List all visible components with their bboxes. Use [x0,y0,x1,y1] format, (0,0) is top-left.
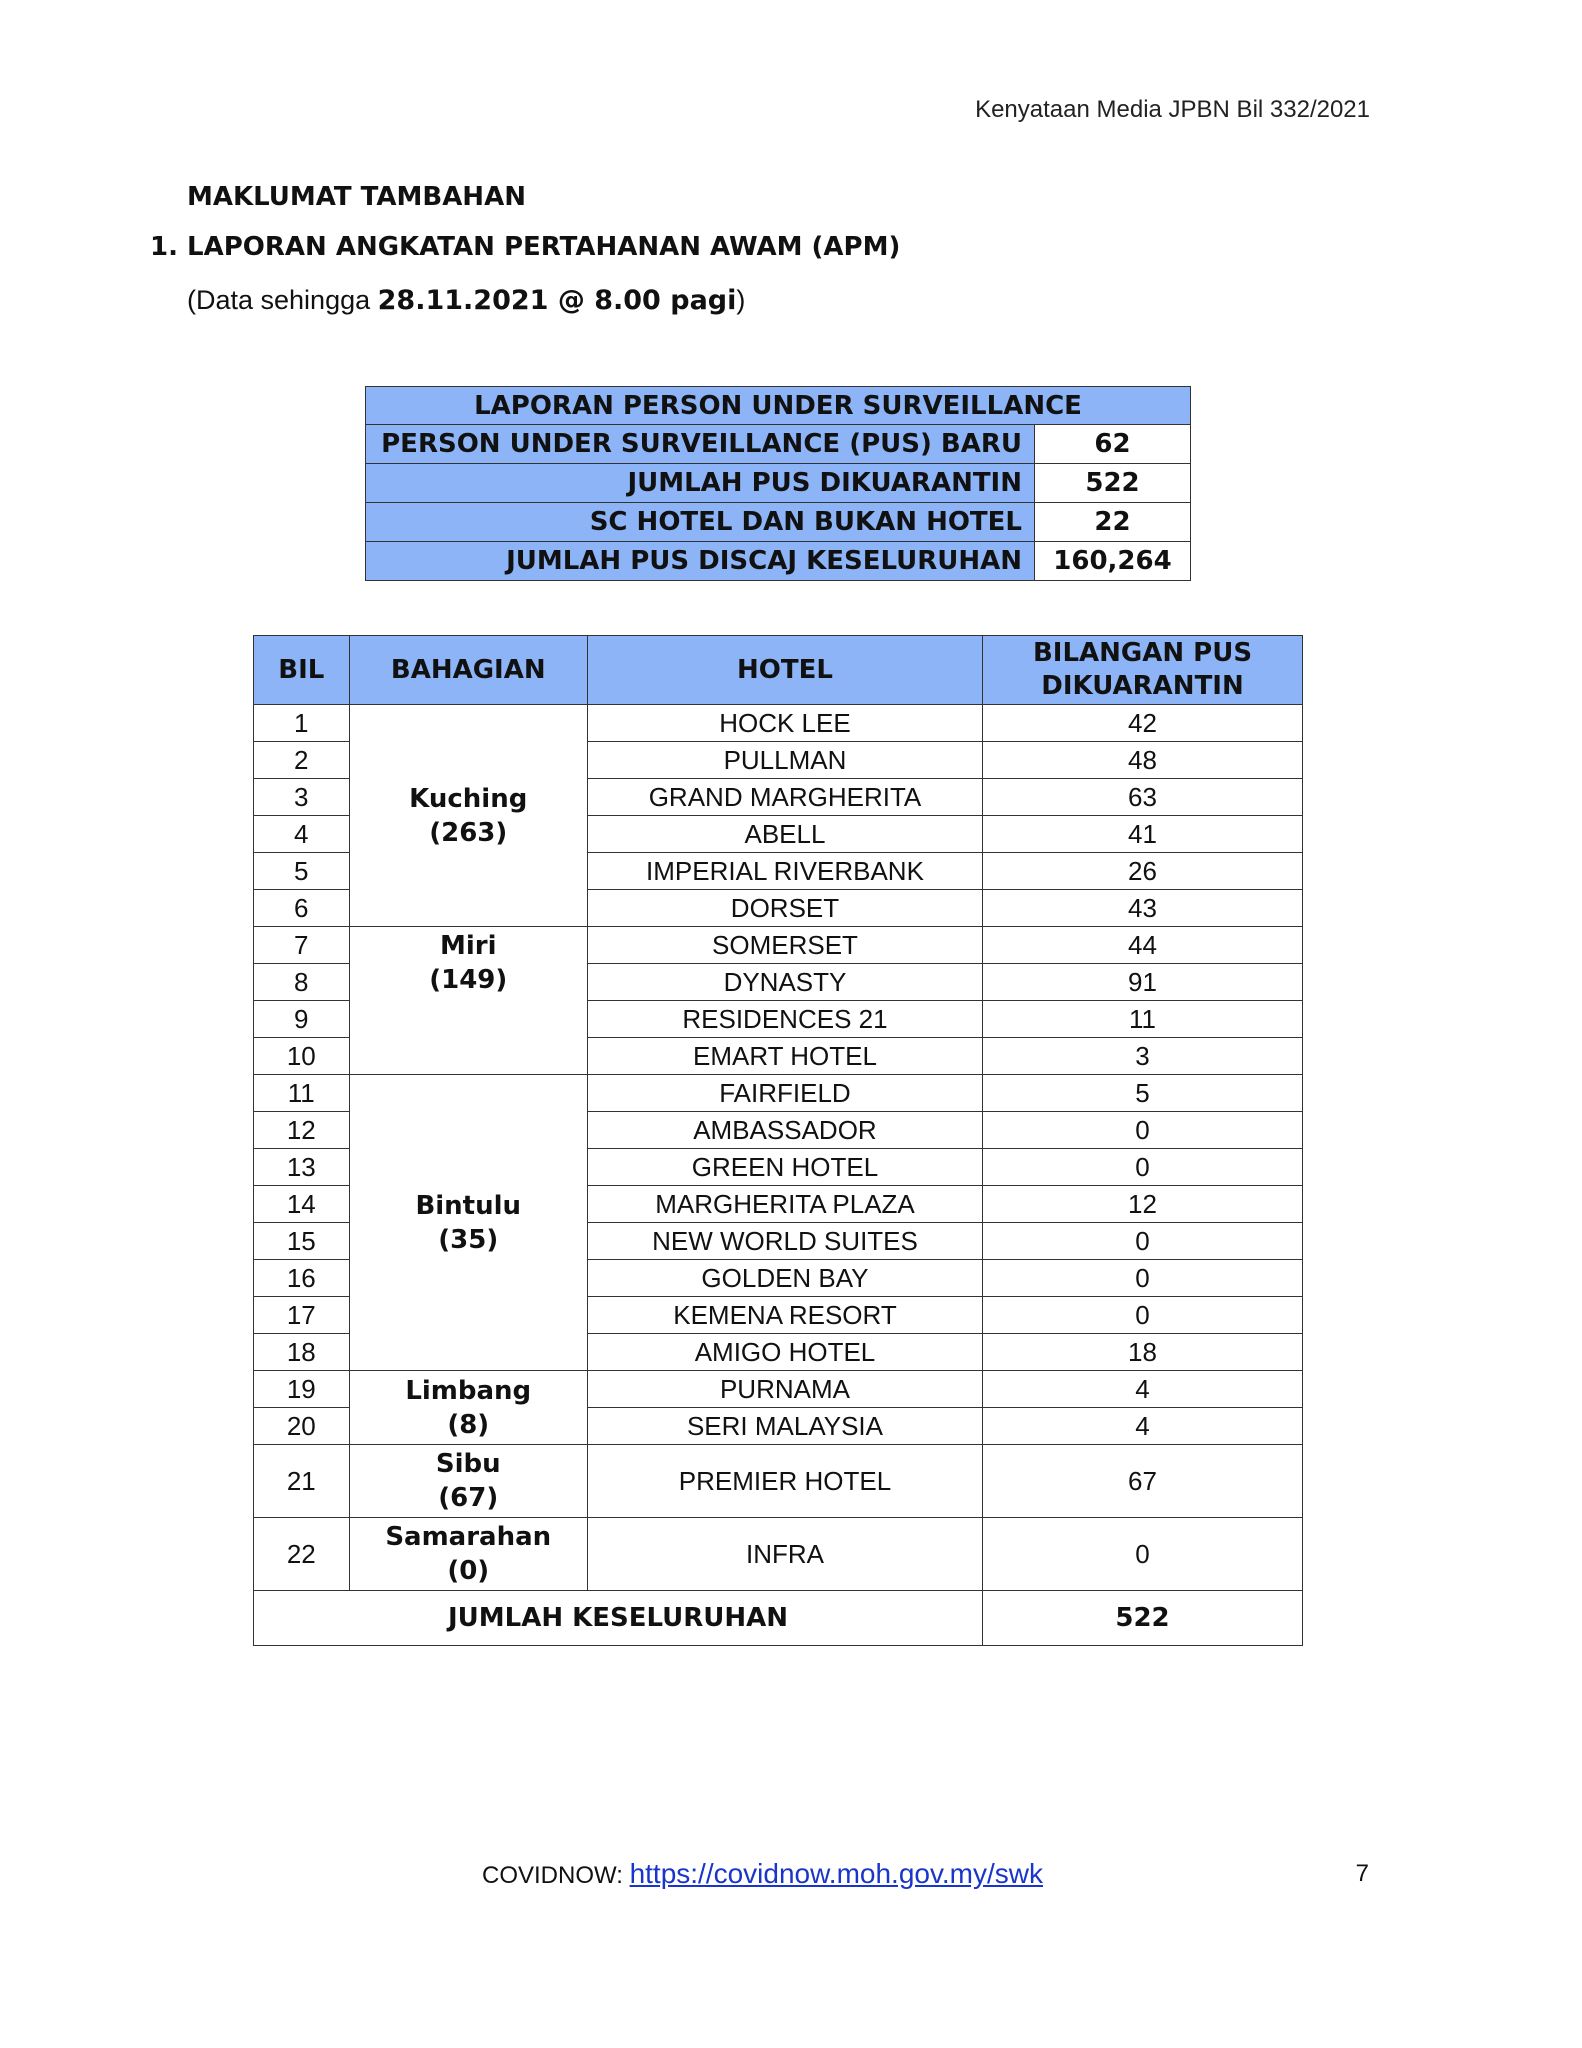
pus-cell: 41 [983,816,1303,853]
media-statement-reference: Kenyataan Media JPBN Bil 332/2021 [975,96,1370,123]
division-name: Limbang [405,1375,532,1406]
total-label: JUMLAH KESELURUHAN [254,1591,983,1646]
division-samarahan [349,1518,587,1591]
header-bahagian: BAHAGIAN [349,636,587,705]
bil-cell: 1 [254,705,350,742]
pus-summary-value: 62 [1035,425,1191,464]
bil-cell: 22 [254,1518,350,1591]
hotel-cell: MARGHERITA PLAZA [587,1186,982,1223]
bil-cell: 4 [254,816,350,853]
pus-cell: 0 [983,1260,1303,1297]
pus-summary-title: LAPORAN PERSON UNDER SURVEILLANCE [366,387,1191,425]
pus-cell: 0 [983,1297,1303,1334]
bil-cell: 15 [254,1223,350,1260]
pus-summary-value: 22 [1035,503,1191,542]
hotel-cell: NEW WORLD SUITES [587,1223,982,1260]
pus-cell: 0 [983,1112,1303,1149]
covidnow-link[interactable]: https://covidnow.moh.gov.my/swk [629,1858,1043,1889]
hotel-cell: AMIGO HOTEL [587,1334,982,1371]
data-note-date: 28.11.2021 @ 8.00 pagi [377,285,737,316]
pus-summary-value: 160,264 [1035,542,1191,581]
pus-summary-row [366,503,1191,542]
pus-cell: 0 [983,1149,1303,1186]
division-kuching [349,705,587,927]
hotel-cell: IMPERIAL RIVERBANK [587,853,982,890]
pus-cell: 26 [983,853,1303,890]
hotel-cell: DYNASTY [587,964,982,1001]
pus-summary-row [366,425,1191,464]
pus-cell: 43 [983,890,1303,927]
pus-summary-row [366,542,1191,581]
hotel-cell: INFRA [587,1518,982,1591]
hotel-cell: HOCK LEE [587,705,982,742]
pus-cell: 12 [983,1186,1303,1223]
page-number: 7 [1355,1860,1369,1887]
bil-cell: 8 [254,964,350,1001]
bil-cell: 2 [254,742,350,779]
table-row [254,927,1303,964]
bil-cell: 11 [254,1075,350,1112]
report-title: 1. LAPORAN ANGKATAN PERTAHANAN AWAM (APM) [150,232,901,262]
division-total: (149) [429,965,508,995]
total-value: 522 [983,1591,1303,1646]
pus-cell: 4 [983,1371,1303,1408]
data-note-prefix: (Data sehingga [187,285,378,315]
total-row [254,1591,1303,1646]
bil-cell: 3 [254,779,350,816]
bil-cell: 7 [254,927,350,964]
table-row [254,1371,1303,1408]
hotel-cell: FAIRFIELD [587,1075,982,1112]
bil-cell: 21 [254,1445,350,1518]
pus-cell: 11 [983,1001,1303,1038]
bil-cell: 9 [254,1001,350,1038]
pus-cell: 0 [983,1518,1303,1591]
division-name: Sibu [435,1449,501,1479]
bil-cell: 17 [254,1297,350,1334]
hotel-cell: SERI MALAYSIA [587,1408,982,1445]
division-name: Kuching [409,783,528,814]
hotel-cell: ABELL [587,816,982,853]
pus-cell: 67 [983,1445,1303,1518]
bil-cell: 6 [254,890,350,927]
pus-cell: 91 [983,964,1303,1001]
hotel-cell: AMBASSADOR [587,1112,982,1149]
table-header-row [254,636,1303,705]
bil-cell: 19 [254,1371,350,1408]
header-bilangan-pus [983,636,1303,705]
division-name: Miri [439,931,497,961]
hotel-quarantine-table [253,635,1303,1646]
division-total: (8) [447,1409,490,1440]
header-hotel: HOTEL [587,636,982,705]
header-pus-line2: DIKUARANTIN [1041,671,1244,701]
pus-cell: 44 [983,927,1303,964]
footer-label: COVIDNOW: [482,1862,630,1889]
division-total: (67) [438,1483,499,1513]
pus-summary-table [365,386,1191,581]
pus-cell: 42 [983,705,1303,742]
pus-cell: 63 [983,779,1303,816]
division-bintulu [349,1075,587,1371]
hotel-cell: PURNAMA [587,1371,982,1408]
table-row [254,1518,1303,1591]
division-limbang [349,1371,587,1445]
bil-cell: 13 [254,1149,350,1186]
hotel-cell: GOLDEN BAY [587,1260,982,1297]
hotel-cell: PREMIER HOTEL [587,1445,982,1518]
table-row [254,1445,1303,1518]
bil-cell: 20 [254,1408,350,1445]
pus-summary-label: PERSON UNDER SURVEILLANCE (PUS) BARU [366,425,1035,464]
pus-summary-label: SC HOTEL DAN BUKAN HOTEL [366,503,1035,542]
pus-cell: 4 [983,1408,1303,1445]
bil-cell: 14 [254,1186,350,1223]
pus-cell: 0 [983,1223,1303,1260]
bil-cell: 12 [254,1112,350,1149]
division-miri [349,927,587,1075]
bil-cell: 5 [254,853,350,890]
header-bil: BIL [254,636,350,705]
section-title: MAKLUMAT TAMBAHAN [187,182,526,212]
pus-summary-label: JUMLAH PUS DIKUARANTIN [366,464,1035,503]
division-name: Bintulu [415,1190,522,1221]
hotel-cell: RESIDENCES 21 [587,1001,982,1038]
hotel-cell: GREEN HOTEL [587,1149,982,1186]
division-total: (35) [438,1224,499,1255]
hotel-cell: KEMENA RESORT [587,1297,982,1334]
division-name: Samarahan [385,1522,552,1552]
table-row [254,705,1303,742]
data-note-suffix: ) [736,285,746,315]
pus-cell: 3 [983,1038,1303,1075]
hotel-cell: SOMERSET [587,927,982,964]
division-total: (0) [447,1556,490,1586]
hotel-cell: GRAND MARGHERITA [587,779,982,816]
footer [482,1858,1043,1890]
data-date-note [187,285,745,316]
pus-cell: 5 [983,1075,1303,1112]
table-row [254,1075,1303,1112]
pus-summary-label: JUMLAH PUS DISCAJ KESELURUHAN [366,542,1035,581]
pus-cell: 18 [983,1334,1303,1371]
header-pus-line1: BILANGAN PUS [1032,638,1253,668]
bil-cell: 10 [254,1038,350,1075]
bil-cell: 18 [254,1334,350,1371]
pus-cell: 48 [983,742,1303,779]
division-total: (263) [429,817,508,848]
hotel-cell: PULLMAN [587,742,982,779]
hotel-cell: EMART HOTEL [587,1038,982,1075]
hotel-cell: DORSET [587,890,982,927]
bil-cell: 16 [254,1260,350,1297]
division-sibu [349,1445,587,1518]
pus-summary-row [366,464,1191,503]
pus-summary-value: 522 [1035,464,1191,503]
